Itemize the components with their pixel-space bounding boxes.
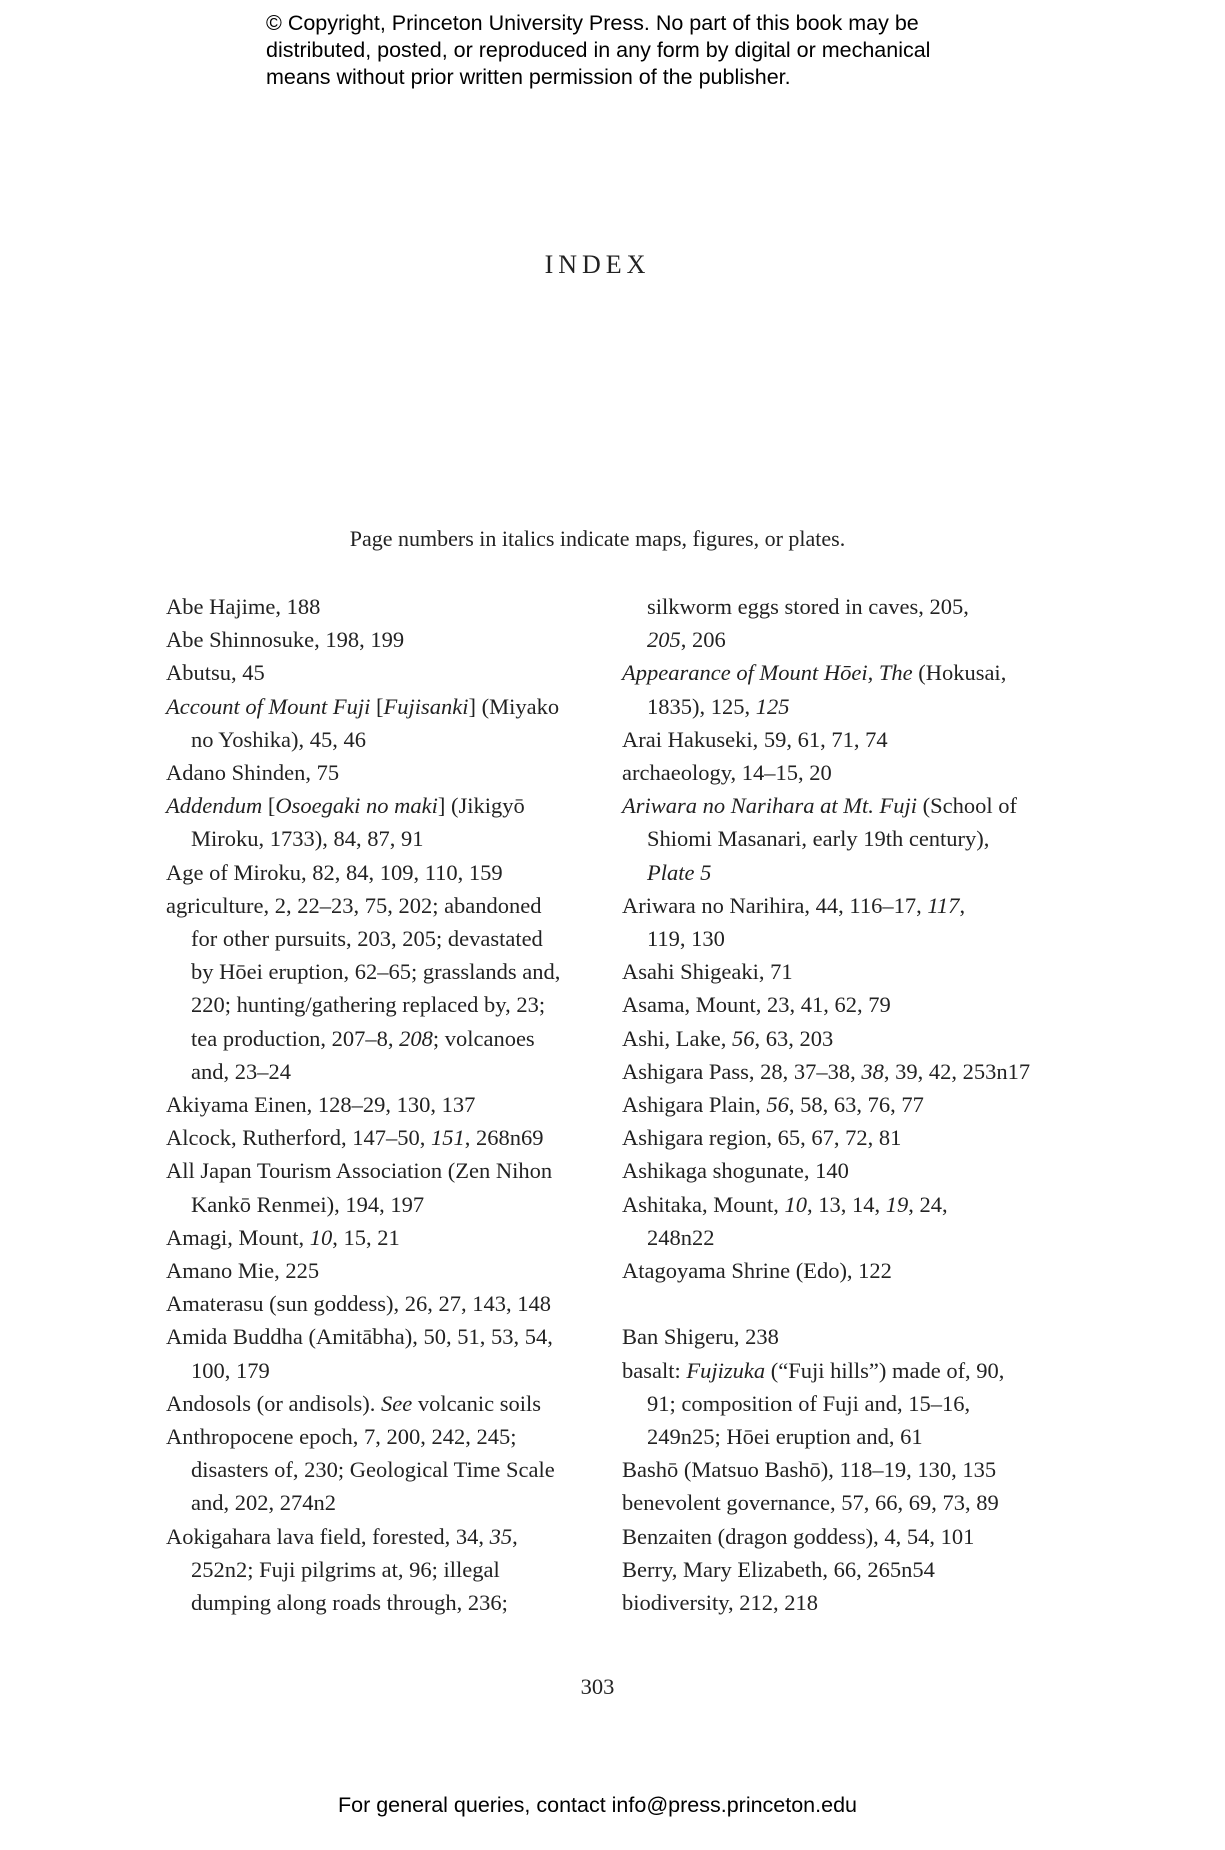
index-entry-line [166, 756, 596, 789]
index-entry [622, 889, 1062, 955]
entry-text: Abe Hajime, 188 [166, 594, 321, 619]
italic-text: 117 [927, 892, 960, 918]
entry-text: 220; hunting/gathering replaced by, 23; [191, 992, 546, 1018]
index-entry-line [166, 1420, 596, 1453]
index-entry-line [622, 1420, 1062, 1453]
entry-text: benevolent governance, 57, 66, 69, 73, 89 [622, 1490, 999, 1516]
italic-text: Fujizuka [686, 1357, 766, 1383]
entry-text: Ashigara region, 65, 67, 72, 81 [622, 1125, 902, 1151]
index-entry-line [166, 789, 596, 822]
entry-text: All Japan Tourism Association (Zen Nihon [166, 1158, 553, 1184]
index-entry-line [622, 1188, 1062, 1221]
entry-text: Amagi, Mount, [166, 1224, 310, 1250]
entry-text: Benzaiten (dragon goddess), 4, 54, 101 [622, 1523, 975, 1549]
italic-text: Addendum [166, 793, 263, 819]
index-entry [166, 1387, 596, 1420]
index-entry [622, 1486, 1062, 1519]
italic-text: 205 [647, 627, 681, 653]
index-entry-line [166, 988, 596, 1021]
entry-text: Atagoyama Shrine (Edo), 122 [622, 1258, 892, 1284]
index-entry-line [622, 889, 1062, 922]
index-entry-line [622, 1354, 1062, 1387]
index-entry [622, 1022, 1062, 1055]
entry-text: dumping along roads through, 236; [191, 1590, 508, 1616]
entry-text: 91; composition of Fuji and, 15–16, [647, 1390, 971, 1416]
entry-text: Abutsu, 45 [166, 660, 265, 686]
entry-text: Kankō Renmei), 194, 197 [191, 1191, 425, 1217]
index-entry-line [622, 1154, 1062, 1187]
entry-text: 119, 130 [647, 926, 725, 952]
index-entry [622, 756, 1062, 789]
index-entry-line [166, 1088, 596, 1121]
index-entry [622, 1088, 1062, 1121]
entry-text: 248n22 [647, 1224, 715, 1250]
index-entry-line [622, 1221, 1062, 1254]
index-entry [622, 656, 1062, 722]
index-entry [166, 1320, 596, 1386]
entry-text: for other pursuits, 203, 205; devastated [191, 926, 543, 952]
index-entry-line [622, 1453, 1062, 1486]
index-entry [166, 690, 596, 756]
index-entry-line [622, 955, 1062, 988]
italic-text: 151 [430, 1125, 465, 1151]
entry-text: , 206 [680, 627, 726, 653]
entry-text: , 24, [908, 1191, 948, 1217]
entry-text: , 13, 14, [807, 1191, 886, 1217]
index-entry [622, 723, 1062, 756]
index-entry [166, 1154, 596, 1220]
entry-text: 100, 179 [191, 1357, 270, 1383]
entry-text: Asahi Shigeaki, 71 [622, 959, 793, 985]
copyright-line: means without prior written permission of the publisher. [266, 65, 791, 89]
entry-text: (“Fuji hills”) made of, 90, [765, 1357, 1005, 1383]
italic-text: 19 [885, 1191, 909, 1217]
entry-text: , 268n69 [464, 1125, 544, 1151]
index-entry-line [622, 822, 1062, 855]
index-entry-line [622, 789, 1062, 822]
italic-text: 38 [861, 1058, 884, 1084]
index-entry-line [166, 1055, 596, 1088]
index-entry [622, 1254, 1062, 1287]
index-entry-line [622, 1055, 1062, 1088]
entry-text: Amaterasu (sun goddess), 26, 27, 143, 148 [166, 1291, 551, 1317]
index-entry [622, 1121, 1062, 1154]
entry-text: Abe Shinnosuke, 198, 199 [166, 627, 405, 653]
entry-text: Andosols (or andisols). [166, 1390, 381, 1416]
index-entry-line [166, 623, 596, 656]
entry-text: ] (Jikigyō [437, 793, 525, 819]
index-entry-line [166, 1486, 596, 1519]
index-entry-line [166, 856, 596, 889]
index-entry-line [166, 1320, 596, 1353]
index-entry [622, 590, 1062, 656]
index-entry-line [166, 590, 596, 623]
index-entry [622, 1586, 1062, 1619]
index-entry-line [622, 1486, 1062, 1519]
index-entry-line [166, 1520, 596, 1553]
entry-text: Adano Shinden, 75 [166, 760, 340, 786]
index-entry-line [166, 922, 596, 955]
entry-text: Asama, Mount, 23, 41, 62, 79 [622, 992, 891, 1018]
index-entry-line [166, 656, 596, 689]
entry-text: , 15, 21 [332, 1224, 400, 1250]
entry-text: Amida Buddha (Amitābha), 50, 51, 53, 54, [166, 1324, 553, 1350]
entry-text: ; volcanoes [432, 1025, 535, 1051]
index-entry-line [622, 988, 1062, 1021]
italic-text: Ariwara no Narihara at Mt. Fuji [622, 793, 918, 819]
copyright-line: distributed, posted, or reproduced in any form by digital or mechanical [266, 38, 931, 62]
entry-text: 249n25; Hōei eruption and, 61 [647, 1424, 923, 1450]
index-column-right [622, 590, 1062, 1619]
index-entry [166, 1287, 596, 1320]
index-entry [166, 656, 596, 689]
index-entry-line [166, 723, 596, 756]
entry-text: Ashikaga shogunate, 140 [622, 1158, 849, 1184]
entry-text: agriculture, 2, 22–23, 75, 202; abandoned [166, 892, 542, 918]
index-entry-line [622, 856, 1062, 889]
entry-text: Bashō (Matsuo Bashō), 118–19, 130, 135 [622, 1457, 997, 1483]
entry-text: , [512, 1523, 518, 1549]
entry-text: Akiyama Einen, 128–29, 130, 137 [166, 1092, 476, 1118]
page-number: 303 [580, 1674, 615, 1699]
index-entry-line [622, 1088, 1062, 1121]
italic-text: 125 [755, 693, 790, 719]
index-entry-line [622, 590, 1062, 623]
contact-footer: For general queries, contact info@press.princeton.edu [337, 1793, 857, 1817]
index-entry-line [166, 889, 596, 922]
italic-text: 10 [784, 1191, 807, 1217]
index-entry-line [166, 955, 596, 988]
index-entry [166, 889, 596, 1088]
index-entry-line [622, 656, 1062, 689]
index-entry [166, 756, 596, 789]
entry-text: [ [262, 793, 276, 819]
entry-text: [ [370, 693, 384, 719]
index-entry-line [622, 1121, 1062, 1154]
index-entry-line [166, 1254, 596, 1287]
entry-text: biodiversity, 212, 218 [622, 1590, 819, 1616]
index-entry-line [166, 1154, 596, 1187]
entry-text: Anthropocene epoch, 7, 200, 242, 245; [166, 1424, 517, 1450]
index-entry [166, 623, 596, 656]
entry-text: , 63, 203 [754, 1025, 834, 1051]
index-entry-line [622, 1553, 1062, 1586]
index-entry [166, 789, 596, 855]
index-entry [166, 1221, 596, 1254]
entry-text: 1835), 125, [647, 693, 756, 719]
entry-text: volcanic soils [412, 1390, 541, 1416]
italic-text: 35 [489, 1523, 513, 1549]
index-note: Page numbers in italics indicate maps, figures, or plates. [349, 526, 846, 551]
entry-text: Amano Mie, 225 [166, 1258, 320, 1284]
entry-text: silkworm eggs stored in caves, 205, [647, 594, 969, 619]
entry-text: tea production, 207–8, [191, 1025, 400, 1051]
italic-text: 208 [399, 1025, 433, 1051]
italic-text: Account of Mount Fuji [166, 693, 371, 719]
entry-text: (Hokusai, [912, 660, 1007, 686]
italic-text: Osoegaki no maki [275, 793, 438, 819]
index-entry-line [166, 1221, 596, 1254]
index-entry-line [622, 1254, 1062, 1287]
index-entry-line [166, 690, 596, 723]
index-entry-line [166, 1121, 596, 1154]
index-entry-line [622, 690, 1062, 723]
index-entry [166, 856, 596, 889]
entry-text: Ashi, Lake, [622, 1025, 732, 1051]
italic-text: 56 [731, 1025, 755, 1051]
entry-text: , [959, 892, 966, 918]
index-entry [622, 955, 1062, 988]
entry-text: 252n2; Fuji pilgrims at, 96; illegal [191, 1556, 500, 1582]
entry-text: Ashitaka, Mount, [622, 1191, 785, 1217]
entry-text: no Yoshika), 45, 46 [191, 726, 367, 752]
index-entry-line [166, 1188, 596, 1221]
index-entry-line [166, 1287, 596, 1320]
copyright-line: © Copyright, Princeton University Press. No part of this book may be [266, 11, 919, 35]
index-entry [166, 1254, 596, 1287]
index-entry-line [166, 1586, 596, 1619]
entry-text: (School of [917, 793, 1018, 819]
index-entry-line [622, 723, 1062, 756]
index-entry [622, 1188, 1062, 1254]
index-entry [622, 1055, 1062, 1088]
index-entry [166, 1088, 596, 1121]
italic-text: Fujisanki [383, 693, 469, 719]
index-entry-line [622, 922, 1062, 955]
index-entry [622, 1553, 1062, 1586]
index-entry-line [622, 1387, 1062, 1420]
index-column-left [166, 590, 596, 1619]
index-entry-line [166, 822, 596, 855]
italic-text: 10 [309, 1224, 333, 1250]
entry-text: Berry, Mary Elizabeth, 66, 265n54 [622, 1556, 935, 1582]
index-entry-line [622, 1586, 1062, 1619]
index-entry [622, 1320, 1062, 1353]
index-entry [166, 1520, 596, 1620]
index-entry [622, 1154, 1062, 1187]
index-entry [622, 988, 1062, 1021]
entry-text: Shiomi Masanari, early 19th century), [647, 826, 990, 852]
copyright-notice [266, 10, 1026, 91]
index-entry-line [166, 1022, 596, 1055]
entry-text: and, 23–24 [191, 1058, 291, 1084]
entry-text: and, 202, 274n2 [191, 1490, 336, 1516]
italic-text: See [381, 1390, 413, 1416]
entry-text: by Hōei eruption, 62–65; grasslands and, [191, 959, 561, 985]
index-entry [622, 1520, 1062, 1553]
entry-text: archaeology, 14–15, 20 [622, 760, 832, 786]
entry-text: basalt: [622, 1357, 687, 1383]
index-entry-line [166, 1354, 596, 1387]
index-entry-line [166, 1387, 596, 1420]
entry-text: ] (Miyako [468, 693, 560, 719]
entry-text: Ariwara no Narihira, 44, 116–17, [622, 892, 928, 918]
page-title: INDEX [544, 250, 651, 279]
italic-text: 56 [766, 1092, 789, 1118]
entry-text: disasters of, 230; Geological Time Scale [191, 1457, 555, 1483]
index-entry-line [622, 1022, 1062, 1055]
entry-text: Miroku, 1733), 84, 87, 91 [191, 826, 424, 852]
entry-text: , 58, 63, 76, 77 [788, 1092, 924, 1118]
index-entry-line [166, 1453, 596, 1486]
entry-text: , 39, 42, 253n17 [883, 1058, 1031, 1084]
index-entry-line [622, 1520, 1062, 1553]
index-entry-line [166, 1553, 596, 1586]
index-entry [166, 590, 596, 623]
entry-text: Aokigahara lava field, forested, 34, [166, 1523, 490, 1549]
entry-text: Ban Shigeru, 238 [622, 1324, 779, 1350]
index-entry [622, 789, 1062, 889]
index-entry [166, 1420, 596, 1520]
italic-text: Appearance of Mount Hōei, The [622, 660, 913, 686]
index-entry-line [622, 1320, 1062, 1353]
entry-text: Arai Hakuseki, 59, 61, 71, 74 [622, 726, 888, 752]
entry-text: Ashigara Pass, 28, 37–38, [622, 1058, 862, 1084]
index-entry-line [622, 623, 1062, 656]
index-entry [166, 1121, 596, 1154]
index-entry [622, 1453, 1062, 1486]
entry-text: Age of Miroku, 82, 84, 109, 110, 159 [166, 859, 503, 885]
entry-text: Alcock, Rutherford, 147–50, [166, 1125, 431, 1151]
italic-text: Plate 5 [647, 859, 712, 885]
index-entry-line [622, 756, 1062, 789]
index-entry [622, 1354, 1062, 1454]
entry-text: Ashigara Plain, [622, 1092, 767, 1118]
